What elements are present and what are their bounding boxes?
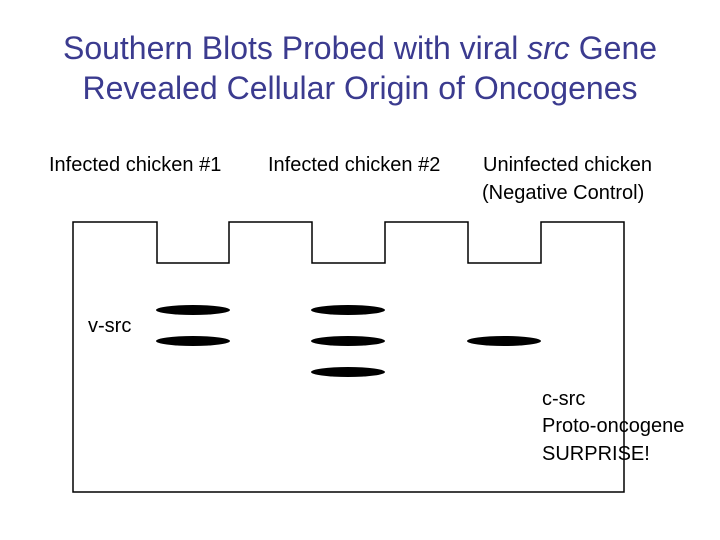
title-suffix: Gene: [569, 30, 658, 66]
surprise-label: SURPRISE!: [542, 443, 650, 465]
proto-oncogene-label: Proto-oncogene: [542, 415, 685, 437]
v-src-label: v-src: [88, 315, 132, 337]
lane-label-uninfected: Uninfected chicken: [483, 154, 652, 176]
band-lane1-v-src: [156, 305, 230, 315]
negative-control-label: (Negative Control): [482, 182, 645, 204]
title-prefix: Southern Blots Probed with viral: [62, 30, 528, 66]
band-lane2-lower: [311, 367, 385, 377]
band-lane3-c-src: [467, 336, 541, 346]
title-line-2: Revealed Cellular Origin of Oncogenes: [82, 70, 638, 106]
c-src-label: c-src: [542, 388, 586, 410]
band-lane2-v-src: [311, 305, 385, 315]
band-lane1-c-src: [156, 336, 230, 346]
lane-label-chicken-1: Infected chicken #1: [49, 154, 222, 176]
lane-label-chicken-2: Infected chicken #2: [268, 154, 441, 176]
band-lane2-c-src: [311, 336, 385, 346]
title-italic-src: src: [527, 30, 570, 66]
